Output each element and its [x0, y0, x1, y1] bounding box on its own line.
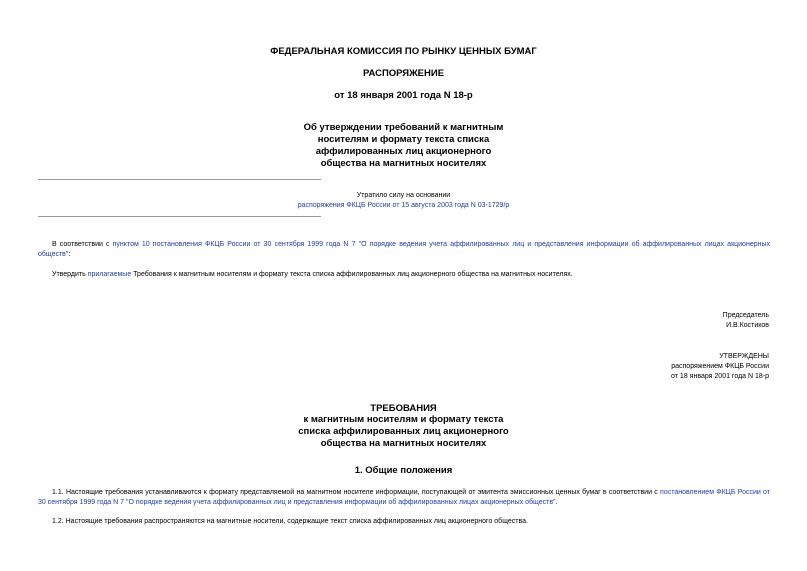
approval-line: УТВЕРЖДЕНЫ	[719, 353, 769, 360]
paragraph-basis	[38, 240, 770, 260]
paragraph-text: :	[68, 251, 71, 258]
document-date-number: от 18 января 2001 года N 18-р	[334, 90, 473, 101]
repeal-order-link[interactable]: распоряжения ФКЦБ России от 15 августа 2003 года N 03-1729/р	[297, 202, 510, 209]
resolution-link[interactable]: постановлением ФКЦБ России от 30 сентября 1999 года N 7 "О порядке ведения учета аффилированных лиц и представления информации об аффилированных лицах акционерных обществ"	[38, 489, 770, 506]
divider-bottom	[38, 216, 321, 217]
subtitle-line: общества на магнитных носителях	[320, 438, 487, 449]
title-line: аффилированных лиц акционерного	[315, 146, 492, 157]
paragraph-1-2: 1.2. Настоящие требования распространяются на магнитные носители, содержащие текст списка аффилированных лиц акционерного общества.	[52, 518, 528, 525]
approval-line: распоряжением ФКЦБ России	[671, 363, 769, 370]
document-type: РАСПОРЯЖЕНИЕ	[362, 68, 445, 79]
subtitle-line: списка аффилированных лиц акционерного	[298, 426, 509, 437]
paragraph-text: .	[555, 499, 558, 506]
status-link-row	[0, 201, 807, 211]
section-title: 1. Общие положения	[354, 465, 453, 476]
requirements-title: ТРЕБОВАНИЯ	[370, 403, 437, 414]
title-line: общества на магнитных носителях	[320, 158, 487, 169]
requirements-subtitle	[0, 414, 807, 450]
status-note: Утратило силу на основании	[356, 192, 451, 199]
paragraph-text: Требования к магнитным носителям и формату текста списка аффилированных лиц акционерного общества на магнитных носителях.	[131, 271, 573, 278]
paragraph-text: В соответствии с	[52, 241, 113, 248]
divider-top	[38, 179, 321, 180]
paragraph-text: Утвердить	[52, 271, 88, 278]
signature-block	[469, 311, 769, 331]
paragraph-text: 1.1. Настоящие требования устанавливаются к формату представляемой на магнитном носителе информации, поступающей от эмитента эмиссионных ценных бумаг в соответствии с	[52, 489, 661, 496]
resolution-link[interactable]: пунктом 10 постановления ФКЦБ России от 30 сентября 1999 года N 7 "О порядке ведения учета аффилированных лиц и представления информации об аффилированных лицах акционерных обществ"	[38, 241, 771, 258]
title-line: носителям и формату текста списка	[317, 134, 490, 145]
attached-link[interactable]: прилагаемые	[87, 271, 132, 278]
approval-line: от 18 января 2001 года N 18-р	[671, 373, 769, 380]
commission-title: ФЕДЕРАЛЬНАЯ КОМИССИЯ ПО РЫНКУ ЦЕННЫХ БУМАГ	[270, 46, 537, 57]
signatory-position: Председатель	[722, 312, 769, 319]
signatory-name: И.В.Костиков	[726, 322, 769, 329]
subtitle-line: к магнитным носителям и формату текста	[303, 414, 504, 425]
paragraph-approve	[38, 270, 770, 280]
paragraph-1-1	[38, 488, 770, 508]
title-line: Об утверждении требований к магнитным	[303, 122, 504, 133]
document-title	[0, 122, 807, 170]
approval-block	[469, 352, 769, 382]
